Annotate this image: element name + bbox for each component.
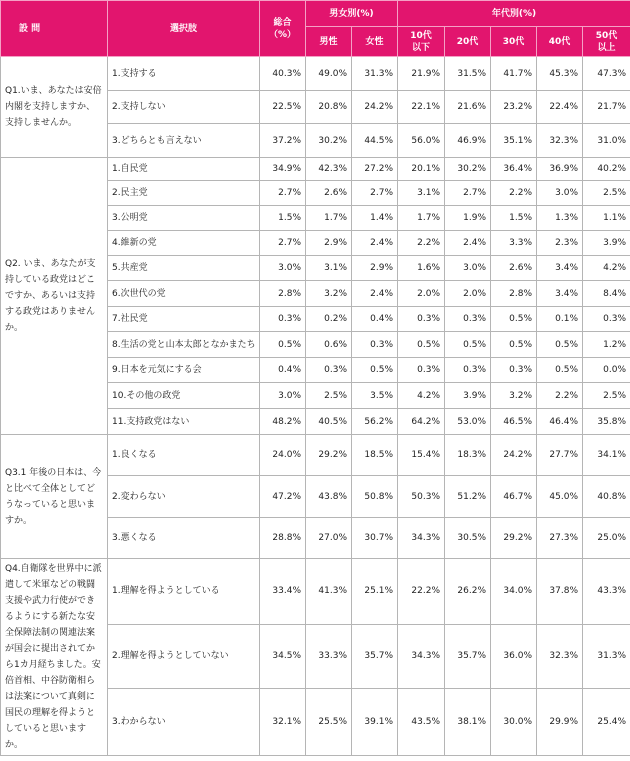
value-cell: 35.8% (583, 409, 630, 435)
value-cell: 25.1% (352, 559, 398, 625)
value-cell: 2.5% (583, 383, 630, 409)
value-cell: 0.0% (583, 358, 630, 383)
value-cell: 47.3% (583, 57, 630, 91)
value-cell: 0.4% (352, 307, 398, 332)
value-cell: 18.5% (352, 435, 398, 476)
header-choice: 選択肢 (108, 1, 260, 57)
header-total: 総合 （%） (260, 1, 306, 57)
value-cell: 51.2% (445, 476, 491, 518)
value-cell: 39.1% (352, 689, 398, 756)
table-row (1, 158, 630, 181)
value-cell: 0.6% (306, 332, 352, 358)
value-cell: 20.8% (306, 91, 352, 124)
value-cell: 43.3% (583, 559, 630, 625)
header-subcol: 50代 以上 (583, 27, 630, 57)
choice-label: 4.維新の党 (108, 231, 260, 256)
table-row (1, 559, 630, 625)
value-cell: 25.0% (583, 518, 630, 559)
question-text: Q3.1 年後の日本は、今と比べて全体としてどうなっていると思いますか。 (1, 435, 108, 559)
choice-label: 2.民主党 (108, 181, 260, 206)
table-row (1, 435, 630, 476)
value-cell: 1.7% (306, 206, 352, 231)
value-cell: 27.3% (537, 518, 583, 559)
value-cell: 34.3% (398, 624, 445, 689)
value-cell: 29.2% (306, 435, 352, 476)
value-cell: 0.5% (537, 332, 583, 358)
value-cell: 3.2% (306, 281, 352, 307)
value-cell: 30.0% (491, 689, 537, 756)
value-cell: 37.2% (260, 124, 306, 158)
choice-label: 1.支持する (108, 57, 260, 91)
value-cell: 45.0% (537, 476, 583, 518)
value-cell: 0.3% (491, 358, 537, 383)
value-cell: 3.0% (260, 383, 306, 409)
value-cell: 37.8% (537, 559, 583, 625)
value-cell: 0.3% (445, 307, 491, 332)
value-cell: 4.2% (583, 256, 630, 281)
value-cell: 22.1% (398, 91, 445, 124)
value-cell: 27.7% (537, 435, 583, 476)
value-cell: 0.3% (445, 358, 491, 383)
value-cell: 41.3% (306, 559, 352, 625)
header-question: 設 問 (1, 1, 108, 57)
choice-label: 8.生活の党と山本太郎となかまたち (108, 332, 260, 358)
choice-label: 5.共産党 (108, 256, 260, 281)
value-cell: 2.5% (583, 181, 630, 206)
value-cell: 46.4% (537, 409, 583, 435)
value-cell: 35.7% (352, 624, 398, 689)
value-cell: 26.2% (445, 559, 491, 625)
value-cell: 40.2% (583, 158, 630, 181)
value-cell: 2.2% (398, 231, 445, 256)
question-text: Q4.自衛隊を世界中に派遣して米軍などの戦闘支援や武力行使ができるようにする新たな安全保障法制の関連法案が国会に提出されてから1カ月経ちました。安倍首相、中谷防衛相らは法案について真剣に国民の理解を得ようとしていると思いますか。 (1, 559, 108, 756)
value-cell: 28.8% (260, 518, 306, 559)
value-cell: 33.3% (306, 624, 352, 689)
value-cell: 25.5% (306, 689, 352, 756)
value-cell: 50.3% (398, 476, 445, 518)
value-cell: 27.2% (352, 158, 398, 181)
value-cell: 31.3% (583, 624, 630, 689)
value-cell: 36.4% (491, 158, 537, 181)
value-cell: 32.1% (260, 689, 306, 756)
value-cell: 4.2% (398, 383, 445, 409)
value-cell: 38.1% (445, 689, 491, 756)
value-cell: 31.3% (352, 57, 398, 91)
value-cell: 0.5% (352, 358, 398, 383)
value-cell: 43.5% (398, 689, 445, 756)
value-cell: 48.2% (260, 409, 306, 435)
value-cell: 21.9% (398, 57, 445, 91)
value-cell: 3.0% (537, 181, 583, 206)
value-cell: 30.7% (352, 518, 398, 559)
value-cell: 34.0% (491, 559, 537, 625)
header-subcol: 40代 (537, 27, 583, 57)
value-cell: 22.4% (537, 91, 583, 124)
choice-label: 6.次世代の党 (108, 281, 260, 307)
value-cell: 47.2% (260, 476, 306, 518)
value-cell: 2.5% (306, 383, 352, 409)
value-cell: 0.5% (398, 332, 445, 358)
value-cell: 27.0% (306, 518, 352, 559)
value-cell: 35.1% (491, 124, 537, 158)
value-cell: 1.9% (445, 206, 491, 231)
header-subcol: 男性 (306, 27, 352, 57)
value-cell: 24.0% (260, 435, 306, 476)
value-cell: 15.4% (398, 435, 445, 476)
value-cell: 3.9% (583, 231, 630, 256)
value-cell: 40.3% (260, 57, 306, 91)
table-row (1, 57, 630, 91)
value-cell: 30.2% (306, 124, 352, 158)
value-cell: 0.3% (306, 358, 352, 383)
header-subcol: 20代 (445, 27, 491, 57)
value-cell: 2.8% (260, 281, 306, 307)
value-cell: 32.3% (537, 124, 583, 158)
value-cell: 30.5% (445, 518, 491, 559)
header-age-group: 年代別(%) (398, 1, 630, 27)
value-cell: 2.6% (306, 181, 352, 206)
value-cell: 22.5% (260, 91, 306, 124)
value-cell: 31.5% (445, 57, 491, 91)
value-cell: 2.9% (306, 231, 352, 256)
value-cell: 2.7% (352, 181, 398, 206)
value-cell: 0.3% (260, 307, 306, 332)
value-cell: 2.7% (260, 231, 306, 256)
value-cell: 18.3% (445, 435, 491, 476)
value-cell: 2.3% (537, 231, 583, 256)
value-cell: 49.0% (306, 57, 352, 91)
value-cell: 0.2% (306, 307, 352, 332)
header-gender-group: 男女別(%) (306, 1, 398, 27)
value-cell: 1.2% (583, 332, 630, 358)
value-cell: 3.4% (537, 256, 583, 281)
choice-label: 11.支持政党はない (108, 409, 260, 435)
value-cell: 21.6% (445, 91, 491, 124)
value-cell: 2.9% (352, 256, 398, 281)
value-cell: 8.4% (583, 281, 630, 307)
value-cell: 2.7% (260, 181, 306, 206)
value-cell: 2.4% (352, 231, 398, 256)
choice-label: 3.悪くなる (108, 518, 260, 559)
value-cell: 2.7% (445, 181, 491, 206)
value-cell: 0.3% (352, 332, 398, 358)
value-cell: 1.4% (352, 206, 398, 231)
header-subcol: 女性 (352, 27, 398, 57)
value-cell: 46.9% (445, 124, 491, 158)
value-cell: 31.0% (583, 124, 630, 158)
value-cell: 34.5% (260, 624, 306, 689)
value-cell: 3.0% (260, 256, 306, 281)
value-cell: 40.8% (583, 476, 630, 518)
value-cell: 0.5% (491, 332, 537, 358)
value-cell: 2.0% (445, 281, 491, 307)
value-cell: 50.8% (352, 476, 398, 518)
choice-label: 3.わからない (108, 689, 260, 756)
value-cell: 46.5% (491, 409, 537, 435)
value-cell: 1.3% (537, 206, 583, 231)
value-cell: 40.5% (306, 409, 352, 435)
choice-label: 1.理解を得ようとしている (108, 559, 260, 625)
value-cell: 3.5% (352, 383, 398, 409)
value-cell: 42.3% (306, 158, 352, 181)
value-cell: 21.7% (583, 91, 630, 124)
value-cell: 33.4% (260, 559, 306, 625)
value-cell: 43.8% (306, 476, 352, 518)
value-cell: 34.9% (260, 158, 306, 181)
value-cell: 36.0% (491, 624, 537, 689)
value-cell: 64.2% (398, 409, 445, 435)
question-text: Q1.いま、あなたは安倍内閣を支持しますか、支持しませんか。 (1, 57, 108, 158)
choice-label: 3.公明党 (108, 206, 260, 231)
value-cell: 0.1% (537, 307, 583, 332)
value-cell: 34.3% (398, 518, 445, 559)
value-cell: 29.2% (491, 518, 537, 559)
value-cell: 1.5% (260, 206, 306, 231)
value-cell: 1.1% (583, 206, 630, 231)
choice-label: 1.自民党 (108, 158, 260, 181)
value-cell: 44.5% (352, 124, 398, 158)
value-cell: 22.2% (398, 559, 445, 625)
choice-label: 9.日本を元気にする会 (108, 358, 260, 383)
value-cell: 45.3% (537, 57, 583, 91)
value-cell: 46.7% (491, 476, 537, 518)
value-cell: 29.9% (537, 689, 583, 756)
choice-label: 1.良くなる (108, 435, 260, 476)
value-cell: 23.2% (491, 91, 537, 124)
value-cell: 0.3% (398, 358, 445, 383)
value-cell: 2.2% (491, 181, 537, 206)
value-cell: 36.9% (537, 158, 583, 181)
value-cell: 56.0% (398, 124, 445, 158)
choice-label: 7.社民党 (108, 307, 260, 332)
value-cell: 30.2% (445, 158, 491, 181)
value-cell: 3.9% (445, 383, 491, 409)
choice-label: 3.どちらとも言えない (108, 124, 260, 158)
value-cell: 3.1% (398, 181, 445, 206)
value-cell: 0.5% (491, 307, 537, 332)
value-cell: 1.6% (398, 256, 445, 281)
choice-label: 2.支持しない (108, 91, 260, 124)
value-cell: 2.8% (491, 281, 537, 307)
value-cell: 1.7% (398, 206, 445, 231)
value-cell: 34.1% (583, 435, 630, 476)
value-cell: 3.1% (306, 256, 352, 281)
value-cell: 32.3% (537, 624, 583, 689)
header-subcol: 30代 (491, 27, 537, 57)
value-cell: 24.2% (491, 435, 537, 476)
value-cell: 0.5% (537, 358, 583, 383)
header-subcol: 10代 以下 (398, 27, 445, 57)
value-cell: 2.0% (398, 281, 445, 307)
value-cell: 0.5% (445, 332, 491, 358)
question-text: Q2. いま、あなたが支持している政党はどこですか、あるいは支持する政党はありませんか。 (1, 158, 108, 435)
value-cell: 20.1% (398, 158, 445, 181)
value-cell: 56.2% (352, 409, 398, 435)
value-cell: 25.4% (583, 689, 630, 756)
value-cell: 3.3% (491, 231, 537, 256)
value-cell: 53.0% (445, 409, 491, 435)
value-cell: 35.7% (445, 624, 491, 689)
value-cell: 0.4% (260, 358, 306, 383)
value-cell: 0.5% (260, 332, 306, 358)
value-cell: 3.4% (537, 281, 583, 307)
value-cell: 3.2% (491, 383, 537, 409)
value-cell: 0.3% (583, 307, 630, 332)
value-cell: 2.4% (352, 281, 398, 307)
value-cell: 2.2% (537, 383, 583, 409)
choice-label: 2.変わらない (108, 476, 260, 518)
value-cell: 2.4% (445, 231, 491, 256)
value-cell: 2.6% (491, 256, 537, 281)
value-cell: 1.5% (491, 206, 537, 231)
value-cell: 41.7% (491, 57, 537, 91)
choice-label: 2.理解を得ようとしていない (108, 624, 260, 689)
value-cell: 24.2% (352, 91, 398, 124)
value-cell: 3.0% (445, 256, 491, 281)
choice-label: 10.その他の政党 (108, 383, 260, 409)
value-cell: 0.3% (398, 307, 445, 332)
